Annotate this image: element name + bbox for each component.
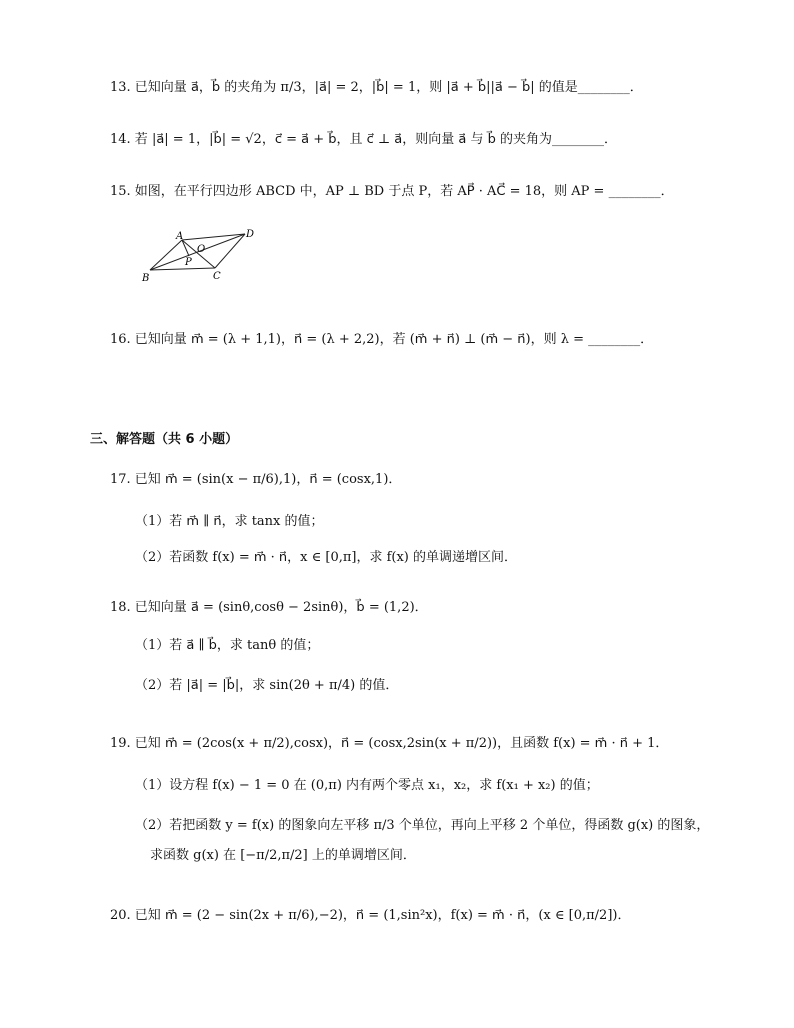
edge-BC — [150, 268, 215, 270]
edge-AB — [150, 240, 182, 270]
question-17-part-2: （2）若函数 f(x) = m⃗ · n⃗，x ∈ [0,π]，求 f(x) 的单调递增区间． — [135, 550, 518, 565]
question-19-part-2b: 求函数 g(x) 在 [−π/2,π/2] 上的单调增区间． — [150, 848, 416, 863]
question-18: 18. 已知向量 a⃗ = (sinθ,cosθ − 2sinθ)，b⃗ = (1,2)． — [110, 600, 428, 615]
label-C: C — [213, 271, 221, 282]
section-heading: 三、解答题（共 6 小题） — [90, 432, 239, 447]
label-D: D — [246, 229, 255, 240]
question-17: 17. 已知 m⃗ = (sin(x − π/6),1)，n⃗ = (cosx,1)． — [110, 472, 402, 487]
edge-CD — [215, 234, 245, 268]
question-14: 14. 若 |a⃗| = 1，|b⃗| = √2，c⃗ = a⃗ + b⃗，且 c⃗ ⊥ a⃗，则向量 a⃗ 与 b⃗ 的夹角为________． — [110, 132, 617, 147]
question-16: 16. 已知向量 m⃗ = (λ + 1,1)，n⃗ = (λ + 2,2)，若 (m⃗ + n⃗) ⊥ (m⃗ − n⃗)，则 λ = ________． — [110, 332, 654, 347]
label-P: P — [185, 257, 192, 268]
question-19-part-2a: （2）若把函数 y = f(x) 的图象向左平移 π/3 个单位，再向上平移 2 个单位，得函数 g(x) 的图象， — [135, 818, 710, 833]
question-15: 15. 如图，在平行四边形 ABCD 中，AP ⊥ BD 于点 P，若 AP⃗ · AC⃗ = 18，则 AP = ________． — [110, 184, 674, 199]
question-19: 19. 已知 m⃗ = (2cos(x + π/2),cosx)，n⃗ = (cosx,2sin(x + π/2))，且函数 f(x) = m⃗ · n⃗ + 1． — [110, 736, 669, 751]
question-19-part-1: （1）设方程 f(x) − 1 = 0 在 (0,π) 内有两个零点 x₁，x₂，求 f(x₁ + x₂) 的值； — [135, 778, 599, 793]
label-A: A — [176, 231, 184, 242]
question-17-part-1: （1）若 m⃗ ∥ n⃗，求 tanx 的值； — [135, 514, 324, 529]
parallelogram-figure — [140, 228, 270, 288]
question-13: 13. 已知向量 a⃗，b⃗ 的夹角为 π/3，|a⃗| = 2，|b⃗| = 1，则 |a⃗ + b⃗||a⃗ − b⃗| 的值是________． — [110, 80, 643, 95]
label-B: B — [142, 273, 150, 284]
edge-AD — [182, 234, 245, 240]
question-20: 20. 已知 m⃗ = (2 − sin(2x + π/6),−2)，n⃗ = (1,sin²x)，f(x) = m⃗ · n⃗，(x ∈ [0,π/2])． — [110, 908, 631, 923]
question-18-part-2: （2）若 |a⃗| = |b⃗|，求 sin(2θ + π/4) 的值． — [135, 678, 399, 693]
label-O: O — [197, 244, 206, 255]
question-18-part-1: （1）若 a⃗ ∥ b⃗，求 tanθ 的值； — [135, 638, 320, 653]
